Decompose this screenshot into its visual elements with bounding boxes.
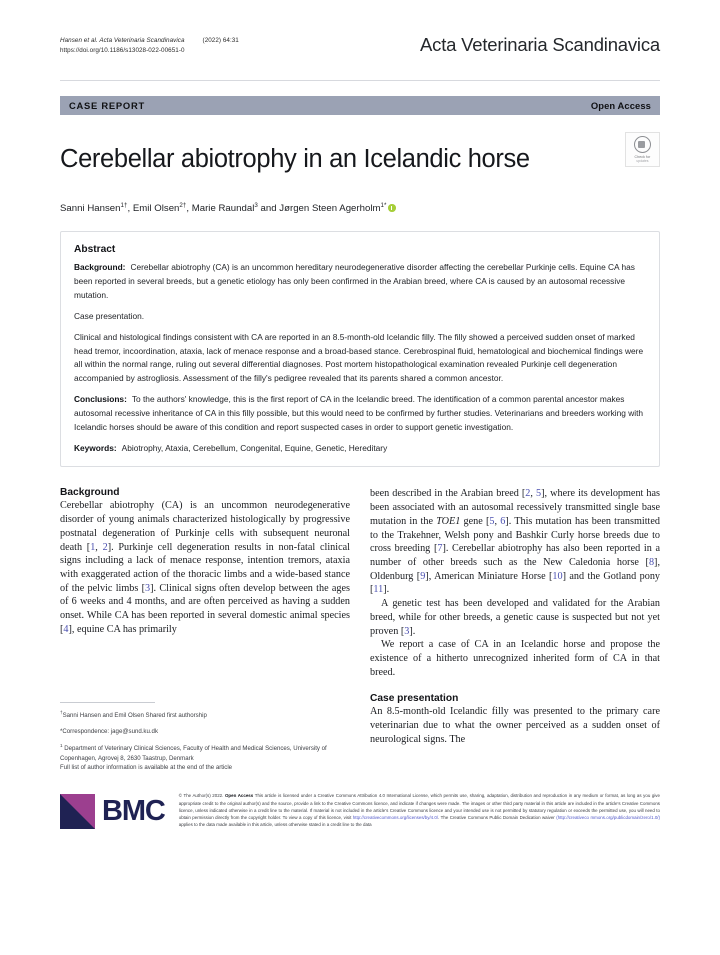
body-columns [60,487,660,772]
abstract-conclusions [74,393,646,435]
section-heading-background: Background [60,487,120,499]
crossmark-line-1: Check for [634,155,651,160]
abstract-box [60,231,660,467]
footnote-shared-authorship: †Sanni Hansen and Emil Olsen Shared first authorship [60,710,207,720]
abstract-background-label: Background: [74,262,126,273]
right-paragraph-2: A genetic test has been developed and validated for the Arabian breed, while for other breeds, a genetic cause is suspected but not yet proven [3]. [370,598,660,637]
title-row [60,128,660,192]
footnote-affiliation: $^1$ Department of Veterinary Clinical Sciences, Faculty of Health and Medical Sciences, University of Copenhagen, Agrovej 8, 2630 Taastrup, Denmark Full list of author information is available at the end of the article [60,743,327,771]
bmc-logo[interactable] [60,788,165,829]
masthead [60,0,660,56]
citation-authors: Hansen et al. Acta Veterinaria Scandinavica [60,37,185,44]
right-paragraph-1: been described in the Arabian breed [2, 5], where its development has been associated with an autosomal recessively transmitted single base mutation in the TOE1 gene [5, 6]. This mutation has been transmitted to the Trakehner, Welsh pony and Bashkir Curly horse breeds due to cross breeding [7]. Cerebellar abiotrophy has also been reported in a number of other breeds such as the New Caledonia horse [8], Oldenburg [9], American Miniature Horse [10] and the Gotland pony [11]. [370,488,661,596]
abstract-conclusions-label: Conclusions: [74,394,127,405]
masthead-divider [60,80,660,81]
author-list [60,202,660,214]
footer [60,788,660,829]
abstract-keywords-text: Abiotrophy, Ataxia, Cerebellum, Congenital, Equine, Genetic, Hereditary [121,442,388,453]
license-text: © The Author(s) 2022. Open Access This article is licensed under a Creative Commons Attribution 4.0 International License, which permits use, sharing, adaptation, distribution and reproduction in any medium or format, as long as you give appropriate credit to the original author(s) and the source, provide a link to the Creative Commons licence, and indicate if changes were made. The images or other third party material in this article are included in the article's Creative Commons licence, unless indicated otherwise in a credit line to the material. If material is not included in the article's Creative Commons licence and your intended use is not permitted by statutory regulation or exceeds the permitted use, you will need to obtain permission directly from the copyright holder. To view a copy of this licence, visit http://creativecommons.org/licenses/by/4.0/. The Creative Commons Public Domain Dedication waiver (http://creativeco mmons.org/publicdomain/zero/1.0/) applies to the data made available in this article, unless otherwise stated in a credit line to the data [178,793,660,828]
check-for-updates-icon[interactable] [625,132,660,167]
right-paragraph-4: An 8.5-month-old Icelandic filly was presented to the primary care veterinarian due to what the owner perceived as a sudden onset of neurological signs. The [370,706,660,745]
footnote-block [60,702,350,772]
open-access-label: Open Access [590,100,651,112]
abstract-case-text: Clinical and histological findings consistent with CA are reported in an 8.5-month-old Icelandic filly. The filly showed a perceived sudden onset of marked head tremor, incoordination, ataxia, lack of menace response and a broad-based stance. Cerebrospinal fluid, hematological and biochemical findings were all within the normal range, ruling out several differential diagnoses. Post mortem histopathological examination revealed Purkinje cell degeneration accompanied by astrogliosis. Assessment of the filly's pedigree revealed that its parents shared a common ancestor. [74,331,644,384]
journal-title: Acta Veterinaria Scandinavica [420,34,660,55]
abstract-conclusions-text: To the authors' knowledge, this is the first report of CA in the Icelandic breed. The identification of a common parental ancestor makes autosomal recessive inheritance of CA in this filly possible, but this would need to be confirmed by further studies. Veterinarians and breeders working with Icelandic horses should be aware of this condition and report suspected cases in order to support genetic investigation. [74,394,644,432]
orcid-icon[interactable] [388,204,396,212]
article-type-bar [60,96,660,115]
right-paragraph-3: We report a case of CA in an Icelandic horse and propose the existence of a hitherto unrecognized inherited form of CA in that breed. [370,639,660,678]
section-heading-case-presentation: Case presentation [370,693,459,705]
right-column [370,487,660,772]
background-paragraph: Cerebellar abiotrophy (CA) is an uncommon neurodegenerative disorder of young animals characterized histologically by progressive postnatal degeneration of Purkinje cells with subsequent neuronal death [1, 2]. Purkinje cell degeneration results in non-fatal clinical signs including a lack of menace response, intention tremors, ataxia with exaggerated action of the thoracic limbs and a wide-based stance of the pelvic limbs [3]. Clinical signs often develop between the ages of 6 weeks and 4 months, and are often perceived as having a sudden onset. While CA has been reported in several domestic animal species [4], equine CA has primarily [60,500,350,635]
abstract-background [74,261,646,303]
abstract-case-label-row [74,310,646,324]
abstract-case-label: Case presentation. [74,310,145,321]
bmc-mark-icon [60,794,95,829]
footnote-divider [60,702,155,703]
footnote-correspondence[interactable]: *Correspondence: jage@sund.ku.dk [60,727,158,735]
article-type-label: CASE REPORT [69,100,145,112]
crossmark-glyph [634,136,651,153]
bmc-wordmark: BMC [102,795,165,828]
left-column [60,487,350,772]
citation-volume: (2022) 64:31 [202,37,239,44]
abstract-keywords [74,442,646,456]
abstract-background-text: Cerebellar abiotrophy (CA) is an uncommon hereditary neurodegenerative disorder affecting the cerebellar Purkinje cells. Equine CA has been reported in several breeds, but a genetic etiology has only been confirmed in the Arabian breed, where CA is caused by an autosomal recessive mutation. [74,262,635,300]
abstract-keywords-label: Keywords: [74,442,117,453]
abstract-heading: Abstract [74,244,116,256]
doi-link[interactable]: https://doi.org/10.1186/s13028-022-00651-0 [60,47,185,55]
citation-block [60,34,239,56]
crossmark-line-2: updates [636,159,649,164]
page-title: Cerebellar abiotrophy in an Icelandic horse [60,145,530,174]
author-names: Sanni Hansen$^{1\dagger}$, Emil Olsen$^{2\dagger}$, Marie Raundal$^3$ and Jørgen Steen Agerholm$^{1*}$ [60,202,387,215]
